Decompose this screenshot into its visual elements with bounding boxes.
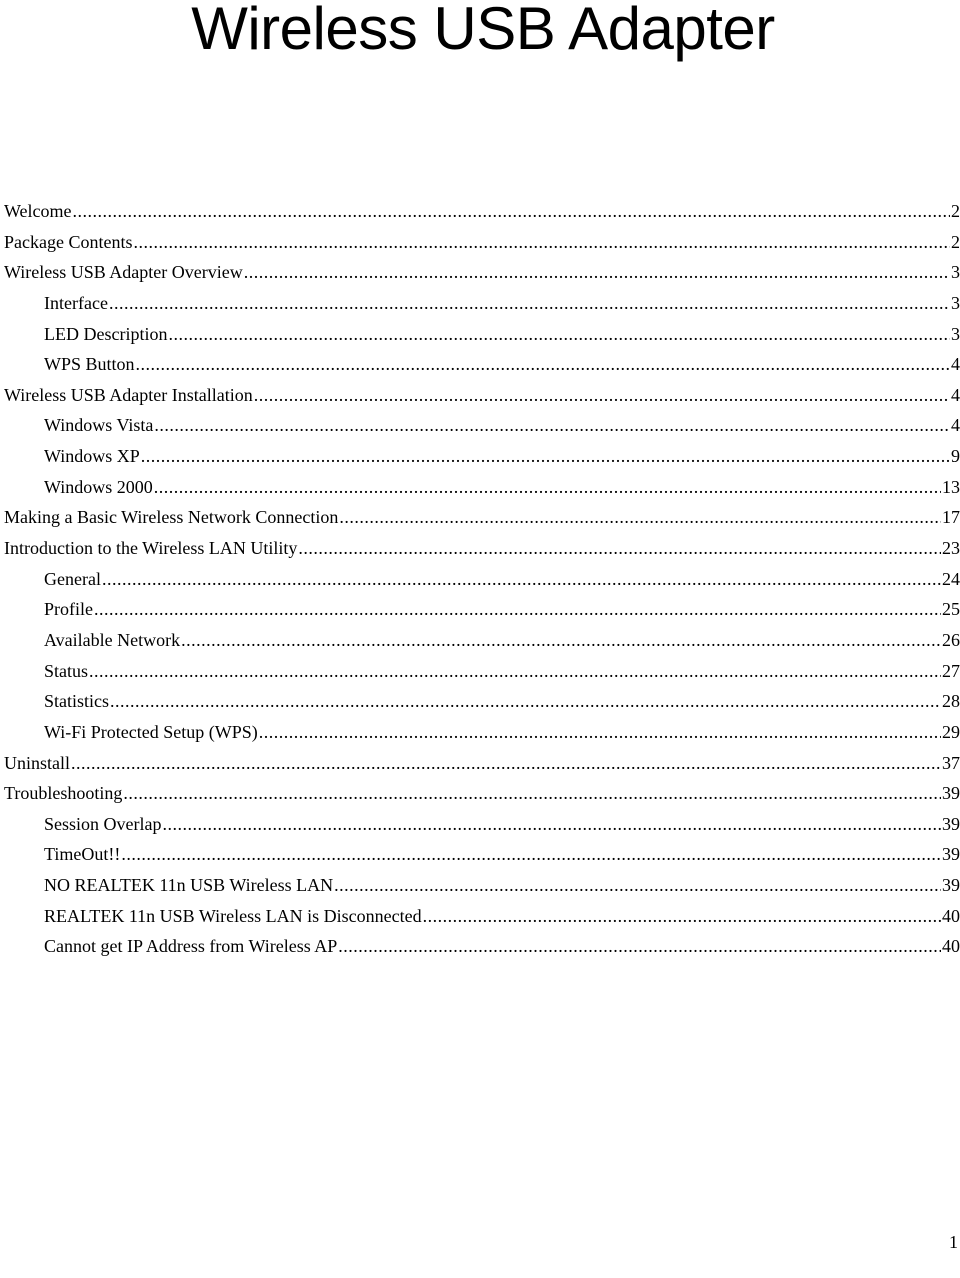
- toc-entry-page: 40: [942, 936, 960, 957]
- toc-entry-title: LED Description: [44, 323, 168, 344]
- toc-entry-page: 4: [951, 415, 960, 436]
- toc-entry-title: General: [44, 568, 101, 589]
- dot-leader: [338, 931, 941, 962]
- dot-leader: [136, 349, 950, 380]
- dot-leader: [121, 839, 941, 870]
- page-number: 1: [949, 1232, 958, 1252]
- dot-leader: [133, 227, 950, 258]
- toc-entry[interactable]: [4, 564, 960, 595]
- toc-entry[interactable]: [4, 349, 960, 380]
- dot-leader: [89, 656, 941, 687]
- toc-entry[interactable]: [4, 441, 960, 472]
- dot-leader: [254, 380, 950, 411]
- dot-leader: [162, 809, 941, 840]
- toc-entry[interactable]: [4, 257, 960, 288]
- toc-entry-page: 39: [942, 844, 960, 865]
- toc-entry-title: Statistics: [44, 691, 110, 712]
- toc-entry-page: 37: [942, 752, 960, 773]
- toc-entry[interactable]: [4, 809, 960, 840]
- toc-entry-page: 13: [942, 476, 960, 497]
- toc-entry-title: Windows 2000: [44, 476, 153, 497]
- dot-leader: [94, 594, 941, 625]
- toc-entry-page: 3: [951, 262, 960, 283]
- toc-entry-title: Session Overlap: [44, 813, 162, 834]
- toc-entry-title: Uninstall: [4, 752, 70, 773]
- toc-entry-title: Wireless USB Adapter Overview: [4, 262, 243, 283]
- toc-entry[interactable]: [4, 533, 960, 564]
- toc-entry[interactable]: [4, 870, 960, 901]
- toc-entry[interactable]: [4, 502, 960, 533]
- dot-leader: [168, 319, 950, 350]
- toc-entry-title: Windows Vista: [44, 415, 154, 436]
- toc-entry-page: 40: [942, 905, 960, 926]
- toc-entry-title: NO REALTEK 11n USB Wireless LAN: [44, 875, 334, 896]
- toc-entry[interactable]: [4, 686, 960, 717]
- toc-entry-title: Profile: [44, 599, 93, 620]
- toc-entry-title: Interface: [44, 292, 108, 313]
- toc-entry-page: 3: [951, 323, 960, 344]
- toc-entry-page: 39: [942, 783, 960, 804]
- toc-entry-page: 29: [942, 721, 960, 742]
- toc-entry-page: 39: [942, 875, 960, 896]
- toc-entry[interactable]: [4, 319, 960, 350]
- toc-entry-page: 24: [942, 568, 960, 589]
- toc-entry-title: Troubleshooting: [4, 783, 123, 804]
- toc-entry-title: Welcome: [4, 201, 72, 221]
- toc-entry-title: Available Network: [44, 629, 181, 650]
- toc-entry-page: 39: [942, 813, 960, 834]
- dot-leader: [123, 778, 941, 809]
- dot-leader: [154, 472, 941, 503]
- dot-leader: [298, 533, 941, 564]
- dot-leader: [73, 196, 950, 227]
- dot-leader: [109, 288, 950, 319]
- dot-leader: [244, 257, 950, 288]
- toc-entry-title: TimeOut!!: [44, 844, 121, 865]
- toc-entry-page: 26: [942, 629, 960, 650]
- dot-leader: [423, 901, 941, 932]
- toc-entry-title: Package Contents: [4, 231, 133, 252]
- toc-entry-title: Introduction to the Wireless LAN Utility: [4, 538, 298, 559]
- toc-entry-title: Cannot get IP Address from Wireless AP: [44, 936, 338, 957]
- toc-entry[interactable]: [4, 748, 960, 779]
- toc-entry[interactable]: [4, 472, 960, 503]
- dot-leader: [71, 748, 941, 779]
- toc-entry-page: 27: [942, 660, 960, 681]
- toc-entry[interactable]: [4, 625, 960, 656]
- toc-entry-page: 17: [942, 507, 960, 528]
- toc-entry-title: Wi-Fi Protected Setup (WPS): [44, 721, 258, 742]
- toc-entry[interactable]: [4, 717, 960, 748]
- toc-entry[interactable]: [4, 594, 960, 625]
- toc-entry-page: 2: [951, 201, 960, 221]
- toc-entry[interactable]: [4, 839, 960, 870]
- toc-entry-page: 4: [951, 354, 960, 375]
- toc-entry-page: 25: [942, 599, 960, 620]
- toc-entry-page: 28: [942, 691, 960, 712]
- toc-entry[interactable]: [4, 901, 960, 932]
- dot-leader: [141, 441, 950, 472]
- toc-entry[interactable]: [4, 288, 960, 319]
- toc-entry[interactable]: [4, 410, 960, 441]
- toc-entry[interactable]: [4, 196, 960, 227]
- dot-leader: [259, 717, 941, 748]
- dot-leader: [102, 564, 941, 595]
- toc-entry-page: 23: [942, 538, 960, 559]
- toc-entry[interactable]: [4, 778, 960, 809]
- toc-entry[interactable]: [4, 380, 960, 411]
- toc-entry-title: Wireless USB Adapter Installation: [4, 384, 253, 405]
- toc-entry-page: 3: [951, 292, 960, 313]
- toc-entry[interactable]: [4, 656, 960, 687]
- toc-entry-page: 4: [951, 384, 960, 405]
- dot-leader: [181, 625, 941, 656]
- toc-entry-title: Windows XP: [44, 446, 140, 467]
- dot-leader: [339, 502, 941, 533]
- toc-entry[interactable]: [4, 227, 960, 258]
- toc-entry-page: 9: [951, 446, 960, 467]
- toc-entry-title: WPS Button: [44, 354, 135, 375]
- toc-entry[interactable]: [4, 931, 960, 962]
- document-title: Wireless USB Adapter: [191, 0, 775, 62]
- table-of-contents: [4, 196, 960, 962]
- dot-leader: [334, 870, 941, 901]
- dot-leader: [154, 410, 950, 441]
- toc-entry-page: 2: [951, 231, 960, 252]
- dot-leader: [110, 686, 941, 717]
- toc-entry-title: Status: [44, 660, 89, 681]
- toc-entry-title: Making a Basic Wireless Network Connection: [4, 507, 339, 528]
- toc-entry-title: REALTEK 11n USB Wireless LAN is Disconnected: [44, 905, 422, 926]
